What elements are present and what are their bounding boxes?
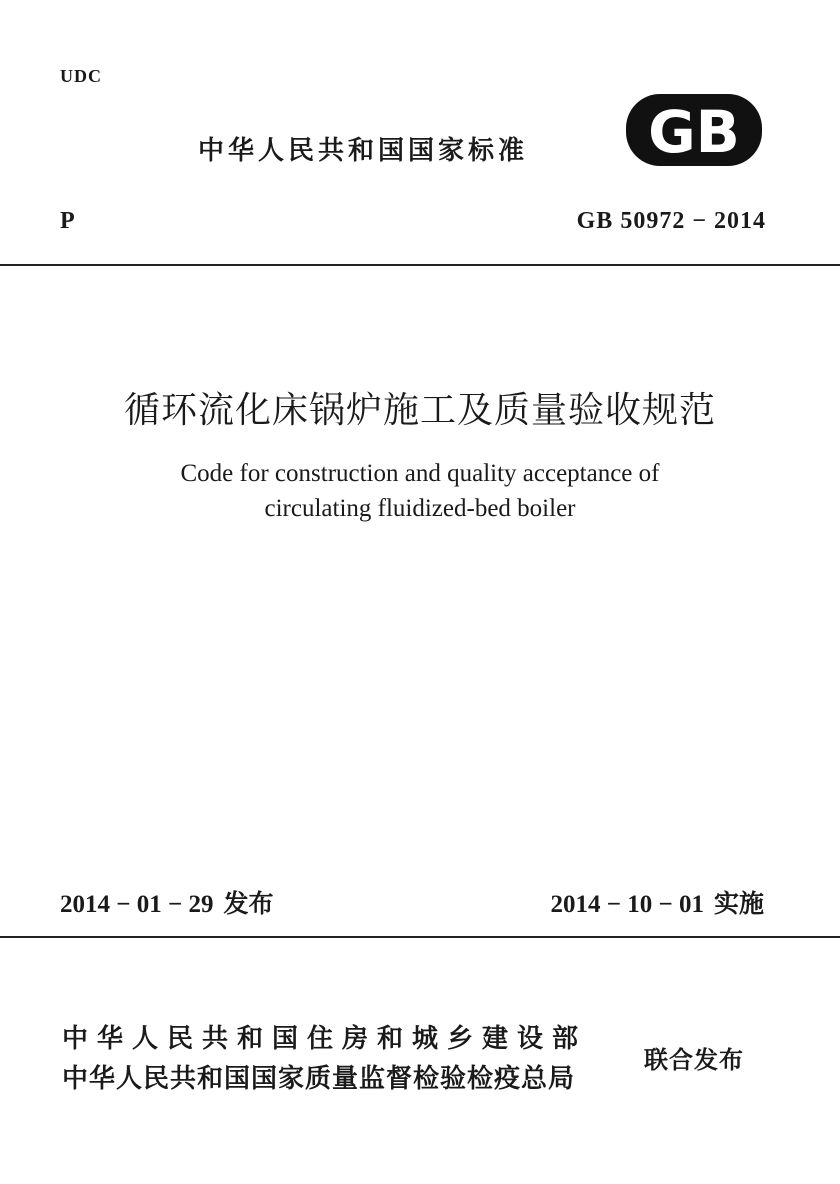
title-chinese: 循环流化床锅炉施工及质量验收规范	[123, 390, 716, 431]
implement-date-block	[550, 884, 764, 920]
issue-date-block	[60, 884, 274, 920]
standard-name: 中华人民共和国国家标准	[198, 136, 529, 166]
gb-logo	[624, 92, 764, 168]
publisher-1: 中华人民共和国住房和城乡建设部	[62, 1024, 588, 1054]
udc-label: UDC	[60, 66, 102, 86]
bottom-divider	[0, 936, 840, 938]
standard-number: GB 50972 − 2014	[576, 208, 766, 234]
publisher-2: 中华人民共和国国家质量监督检验检疫总局	[62, 1064, 576, 1094]
title-english	[0, 456, 840, 526]
joint-publish-label: 联合发布	[644, 1046, 744, 1074]
issue-date: 2014 − 01 − 29	[60, 891, 214, 918]
title-english-line2: circulating fluidized-bed boiler	[264, 495, 576, 522]
top-divider	[0, 264, 840, 266]
implement-date: 2014 − 10 − 01	[550, 891, 704, 918]
title-english-line1: Code for construction and quality acceptance of	[180, 460, 660, 487]
gb-logo-text: GB	[648, 98, 740, 166]
implement-label: 实施	[713, 889, 764, 918]
classification-code: P	[60, 208, 75, 234]
issue-label: 发布	[223, 889, 274, 918]
